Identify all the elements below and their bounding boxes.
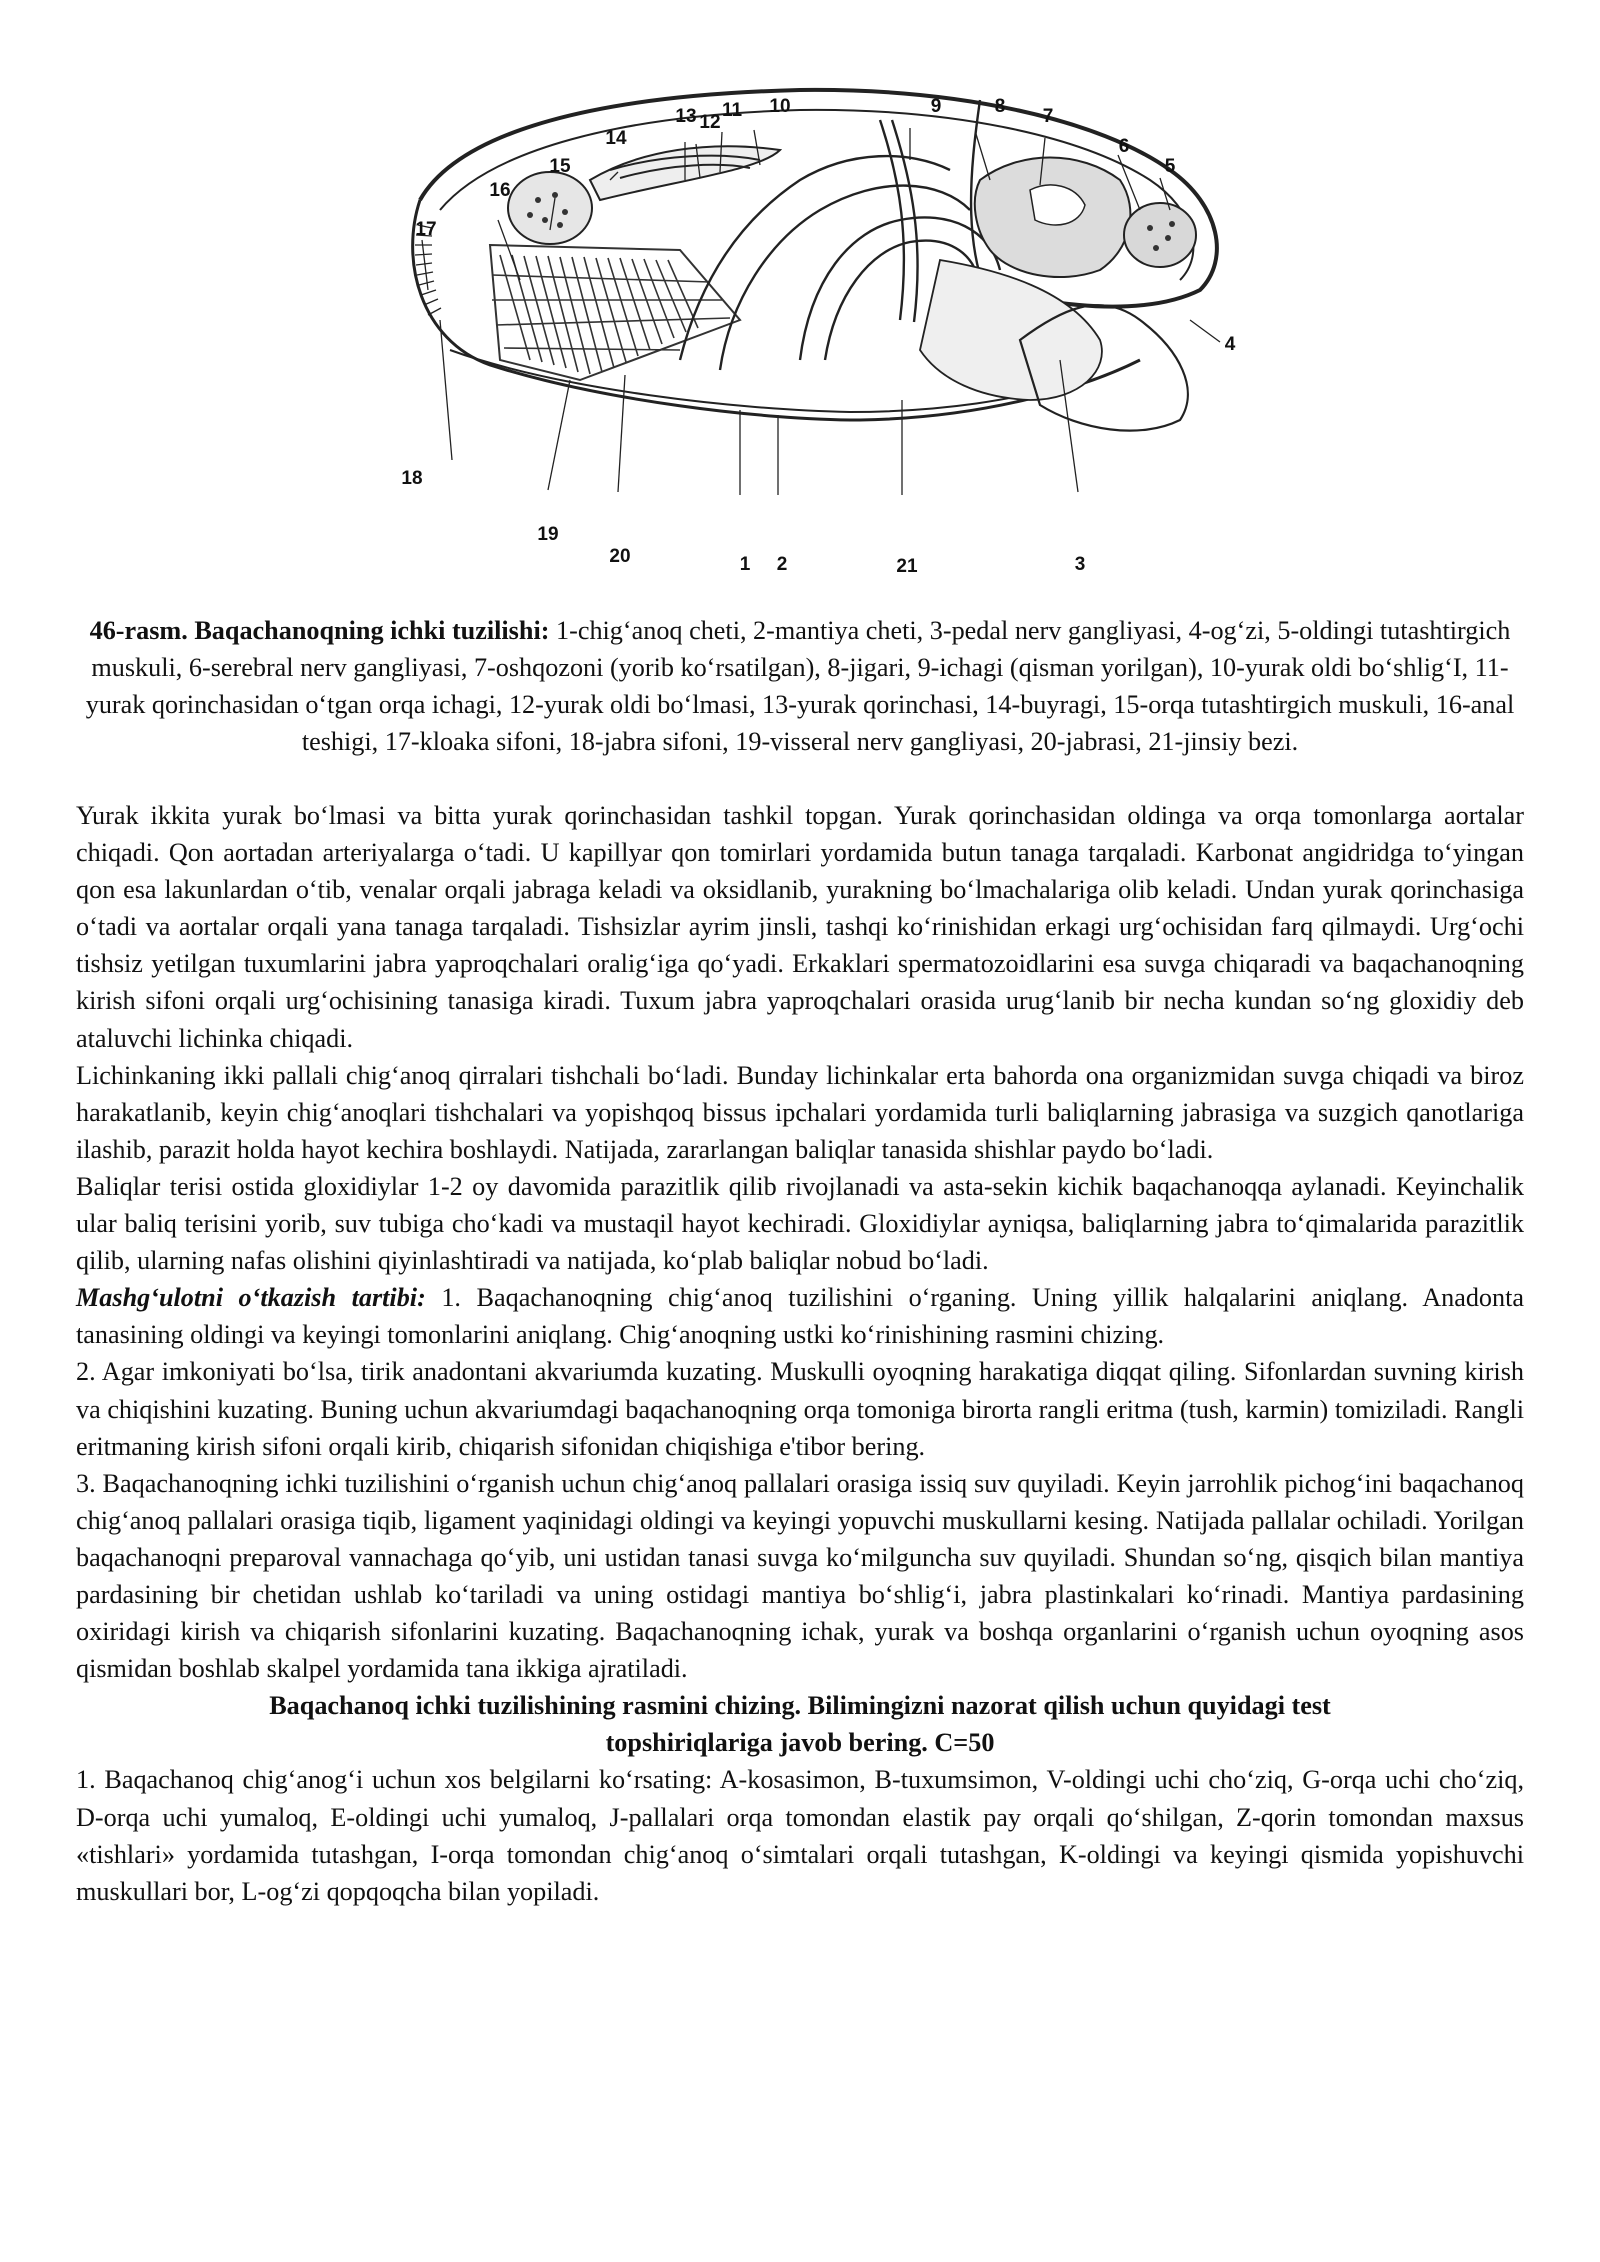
figure-label-14: 14 xyxy=(605,128,627,149)
paragraph-larva: Lichinkaning ikki pallali chig‘anoq qirralari tishchali bo‘ladi. Bunday lichinkalar erta bahorda ona organizmidan suvga chiqadi va biroz harakatlanib, keyin chig‘anoqlari tishchalari va yopishqoq bissus ipchalari yordamida turli baliqlarning jabrasiga va suzgich qanotlariga ilashib, parazit holda hayot kechira boshlaydi. Natijada, zararlangan baliqlar tanasida shishlar paydo bo‘ladi. xyxy=(76,1060,1524,1164)
paragraph-heart: Yurak ikkita yurak bo‘lmasi va bitta yurak qorinchasidan tashkil topgan. Yurak qorinchasidan oldinga va orqa tomonlarga aortalar chiqadi. Qon aortadan arteriyalarga o‘tadi. U kapillyar qon tomirlari yordamida butun tanaga tarqaladi. Karbonat angidridga to‘yingan qon esa lakunlardan o‘tib, venalar orqali jabraga keladi va oksidlanib, yurakning bo‘lmachalariga olib keladi. Undan yurak qorinchasiga o‘tadi va aortalar orqali yana tanaga tarqaladi. Tishsizlar ayrim jinsli, tashqi ko‘rinishidan erkagi urg‘ochisidan farq qilmaydi. Urg‘ochi tishsiz yetilgan tuxumlarini jabra yaproqchalari oralig‘iga qo‘yadi. Erkaklari spermatozoidlarini esa suvga chiqaradi va baqachanoqning kirish sifoni orqali urg‘ochisining tanasiga kiradi. Tuxum jabra yaproqchalari orasida urug‘lanib bir necha kundan so‘ng gloxidiy deb ataluvchi lichinka chiqadi. xyxy=(76,801,1524,1053)
liver-stomach xyxy=(920,158,1130,401)
figure-label-1: 1 xyxy=(739,554,751,575)
figure-label-11: 11 xyxy=(721,100,743,121)
posterior-adductor-muscle xyxy=(508,172,592,244)
question-1: 1. Baqachanoq chig‘anog‘i uchun xos belgilarni ko‘rsating: A-kosasimon, B-tuxumsimon, V-oldingi uchi cho‘ziq, G-orqa uchi cho‘ziq, D-orqa uchi yumaloq, E-oldingi uchi yumaloq, J-pallalari orqa tomondan elastik pay orqali qo‘shilgan, Z-qorin tomondan maxsus «tishlari» yordamida tutashgan, I-orqa tomondan chig‘anoq o‘simtalari orqali tutashgan, K-oldingi va keyingi qismida yopishuvchi muskullari bor, L-og‘zi qopqoqcha bilan yopiladi. xyxy=(76,1765,1524,1906)
figure-caption xyxy=(76,612,1524,760)
figure-label-7: 7 xyxy=(1042,106,1054,127)
mussel-anatomy-figure xyxy=(380,60,1260,585)
anterior-adductor-muscle xyxy=(1124,203,1196,267)
figure-label-13: 13 xyxy=(675,106,697,127)
procedure-1-text: 1. Baqachanoqning chig‘anoq tuzilishini o‘rganing. Uning yillik halqalarini aniqlang. Anadonta tanasining oldingi va keyingi tomonlarini aniqlang. Chig‘anoqning ustki ko‘rinishining rasmini chizing. xyxy=(76,1283,1525,1350)
figure-label-17: 17 xyxy=(415,219,437,240)
figure-label-4: 4 xyxy=(1224,334,1236,355)
figure-label-6: 6 xyxy=(1118,136,1130,157)
figure-label-16: 16 xyxy=(489,180,511,201)
figure-label-18: 18 xyxy=(401,468,423,489)
figure-label-5: 5 xyxy=(1164,156,1176,177)
paragraph-procedure-3: 3. Baqachanoqning ichki tuzilishini o‘rganish uchun chig‘anoq pallalari orasiga issiq suv quyiladi. Keyin jarrohlik pichog‘ini baqachanoq chig‘anoq pallalari orasiga tiqib, ligament yaqinidagi oldingi va keyingi yopuvchi muskullarni kesing. Natijada pallalar ochiladi. Yorilgan baqachanoqni preparoval vannachaga qo‘yib, uni ustidan tanasi suvga ko‘milguncha suv quyiladi. Shundan so‘ng, qisqich bilan mantiya pardasining bir chetidan ushlab ko‘tariladi va uning ostidagi mantiya bo‘shlig‘i, jabra plastinkalari ko‘rinadi. Mantiya pardasining oxiridagi kirish va chiqarish sifonlarini kuzating. Baqachanoqning ichak, yurak va boshqa organlarini o‘rganish uchun oyoqning asos qismidan boshlab skalpel yordamida tana ikkiga ajratiladi. xyxy=(76,1468,1524,1684)
paragraph-procedure-2: 2. Agar imkoniyati bo‘lsa, tirik anadontani akvariumda kuzating. Muskulli oyoqning harakatiga diqqat qiling. Sifonlardan suvning kirish va chiqishini kuzating. Buning uchun akvariumdagi baqachanoqning orqa tomoniga birorta rangli eritma (tush, karmin) tomiziladi. Rangli eritmaning kirish sifoni orqali kirib, chiqarish sifonidan chiqishiga e'tibor bering. xyxy=(76,1357,1524,1461)
figure-label-3: 3 xyxy=(1074,554,1086,575)
test-heading-line-1: Baqachanoq ichki tuzilishining rasmini chizing. Bilimingizni nazorat qilish uchun quyidagi test xyxy=(269,1691,1331,1721)
test-heading xyxy=(76,1687,1524,1761)
figure-label-21: 21 xyxy=(896,556,918,577)
caption-text: 1-chig‘anoq cheti, 2-mantiya cheti, 3-pedal nerv gangliyasi, 4-og‘zi, 5-oldingi tutashtirgich muskuli, 6-serebral nerv gangliyasi, 7-oshqozoni (yorib ko‘rsatilgan), 8-jigari, 9-ichagi (qisman yorilgan), 10-yurak oldi bo‘shlig‘I, 11-yurak qorinchasidan o‘tgan orqa ichagi, 12-yurak oldi bo‘lmasi, 13-yurak qorinchasi, 14-buyragi, 15-orqa tutashtirgich muskuli, 16-anal teshigi, 17-kloaka sifoni, 18-jabra sifoni, 19-visseral nerv gangliyasi, 20-jabrasi, 21-jinsiy bezi. xyxy=(85,616,1515,757)
figure-label-12: 12 xyxy=(699,112,721,133)
caption-title: 46-rasm. Baqachanoqning ichki tuzilishi: xyxy=(89,616,550,645)
figure-label-15: 15 xyxy=(549,156,571,177)
procedure-lead: Mashg‘ulotni o‘tkazish tartibi: xyxy=(76,1283,426,1313)
figure-label-10: 10 xyxy=(769,96,791,117)
paragraph-procedure-1 xyxy=(76,1279,1524,1353)
test-heading-line-2: topshiriqlariga javob bering. C=50 xyxy=(605,1728,995,1758)
figure-label-2: 2 xyxy=(776,554,788,575)
paragraph-glochidia: Baliqlar terisi ostida gloxidiylar 1-2 oy davomida parazitlik qilib rivojlanadi va asta-sekin kichik baqachanoqqa aylanadi. Keyinchalik ular baliq terisini yorib, suv tubiga cho‘kadi va mustaqil hayot kechiradi. Gloxidiylar ayniqsa, baliqlarning jabra to‘qimalarida parazitlik qilib, ularning nafas olishini qiyinlashtiradi va natijada, ko‘plab baliqlar nobud bo‘ladi. xyxy=(76,1171,1524,1276)
figure-label-20: 20 xyxy=(609,546,631,567)
body-text xyxy=(76,797,1524,1910)
figure-label-19: 19 xyxy=(537,524,559,545)
gill-lamellae xyxy=(490,245,740,380)
figure-label-8: 8 xyxy=(994,96,1006,117)
figure-label-9: 9 xyxy=(930,96,942,117)
